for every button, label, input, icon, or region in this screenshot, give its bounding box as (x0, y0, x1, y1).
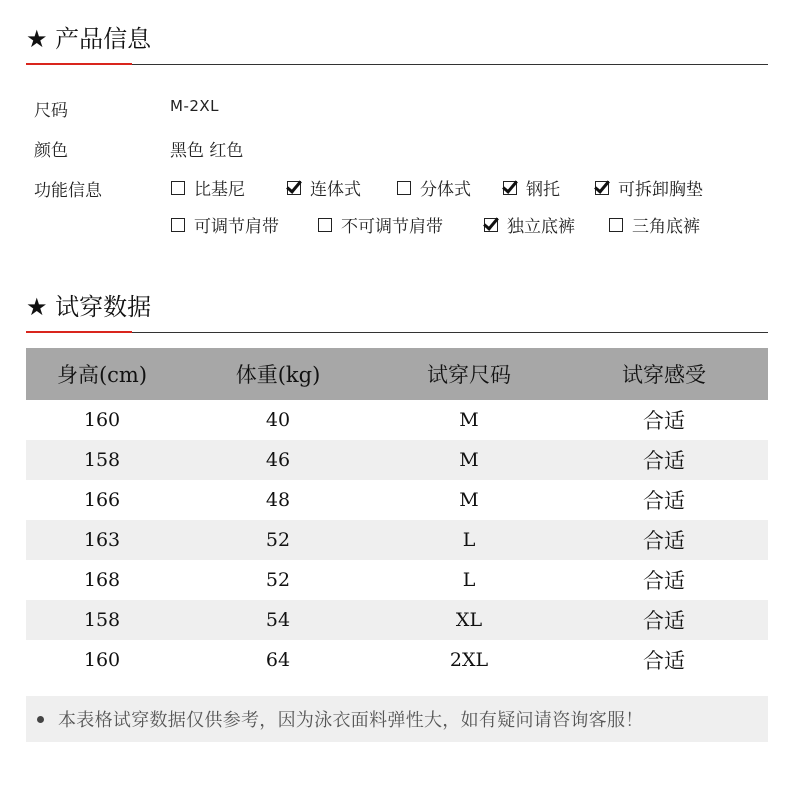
cell-height: 158 (83, 609, 121, 631)
cell-feeling: 合适 (643, 449, 685, 473)
column-header-size: 试穿尺码 (427, 363, 511, 387)
column-header-feeling: 试穿感受 (622, 363, 706, 387)
cell-feeling: 合适 (643, 489, 685, 513)
option-label: 不可调节肩带 (341, 217, 443, 237)
function-option[interactable] (287, 175, 361, 200)
product-info-header (26, 24, 768, 64)
header-accent-bar (26, 331, 132, 333)
table-header (26, 348, 768, 400)
function-option[interactable] (609, 212, 700, 237)
table-row (26, 600, 768, 640)
cell-height: 163 (83, 529, 121, 551)
table-row (26, 480, 768, 520)
unchecked-box-icon[interactable] (397, 181, 411, 195)
option-label: 钢托 (526, 180, 560, 200)
function-option[interactable] (595, 175, 703, 200)
fit-data-header (26, 292, 768, 332)
unchecked-box-icon[interactable] (171, 181, 185, 195)
cell-weight: 52 (265, 569, 291, 591)
header-divider (26, 332, 768, 333)
cell-size: M (459, 449, 479, 471)
cell-feeling: 合适 (643, 649, 685, 673)
unchecked-box-icon[interactable] (318, 218, 332, 232)
cell-weight: 64 (265, 649, 291, 671)
bullet-icon (37, 716, 44, 723)
function-option[interactable] (171, 175, 245, 200)
option-label: 三角底裤 (632, 217, 700, 237)
function-option[interactable] (318, 212, 443, 237)
cell-size: M (459, 489, 479, 511)
cell-weight: 54 (265, 609, 291, 631)
option-label: 可拆卸胸垫 (618, 180, 703, 200)
function-option[interactable] (484, 212, 575, 237)
cell-weight: 40 (265, 409, 291, 431)
header-accent-bar (26, 63, 132, 65)
cell-size: L (462, 569, 476, 591)
column-header-height: 身高(cm) (56, 363, 148, 387)
function-option[interactable] (397, 175, 471, 200)
cell-height: 160 (83, 649, 121, 671)
unchecked-box-icon[interactable] (171, 218, 185, 232)
cell-height: 158 (83, 449, 121, 471)
cell-weight: 48 (265, 489, 291, 511)
size-label: 尺码 (34, 101, 68, 121)
cell-height: 160 (83, 409, 121, 431)
checked-box-icon[interactable] (484, 218, 498, 232)
cell-feeling: 合适 (643, 609, 685, 633)
fit-data-title: ★ 试穿数据 (26, 293, 152, 321)
table-row (26, 440, 768, 480)
cell-size: XL (455, 609, 483, 631)
cell-height: 166 (83, 489, 121, 511)
size-value: M-2XL (170, 97, 220, 115)
cell-height: 168 (83, 569, 121, 591)
cell-feeling: 合适 (643, 529, 685, 553)
cell-feeling: 合适 (643, 409, 685, 433)
cell-size: M (459, 409, 479, 431)
function-option[interactable] (171, 212, 279, 237)
cell-size: L (462, 529, 476, 551)
table-row (26, 520, 768, 560)
disclaimer-text: 本表格试穿数据仅供参考，因为泳衣面料弹性大，如有疑问请咨询客服！ (58, 710, 644, 731)
header-divider (26, 64, 768, 65)
cell-weight: 46 (265, 449, 291, 471)
checked-box-icon[interactable] (287, 181, 301, 195)
option-label: 分体式 (420, 180, 471, 200)
disclaimer-note (26, 696, 768, 742)
color-value: 黑色 红色 (170, 141, 244, 161)
function-option[interactable] (503, 175, 560, 200)
fit-data-table (26, 348, 768, 680)
color-label: 颜色 (34, 141, 68, 161)
cell-weight: 52 (265, 529, 291, 551)
table-row (26, 640, 768, 680)
option-label: 连体式 (310, 180, 361, 200)
unchecked-box-icon[interactable] (609, 218, 623, 232)
checked-box-icon[interactable] (595, 181, 609, 195)
table-body (26, 400, 768, 680)
option-label: 比基尼 (194, 180, 245, 200)
column-header-weight: 体重(kg) (235, 363, 321, 387)
checked-box-icon[interactable] (503, 181, 517, 195)
cell-feeling: 合适 (643, 569, 685, 593)
function-label: 功能信息 (34, 181, 102, 201)
table-row (26, 400, 768, 440)
option-label: 可调节肩带 (194, 217, 279, 237)
table-row (26, 560, 768, 600)
cell-size: 2XL (449, 649, 489, 671)
option-label: 独立底裤 (507, 217, 575, 237)
product-info-title: ★ 产品信息 (26, 25, 152, 53)
